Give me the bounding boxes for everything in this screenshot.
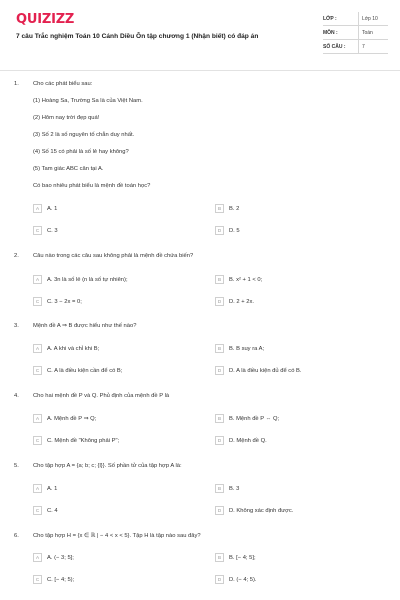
meta-value: Toán <box>358 26 388 39</box>
meta-key: SỐ CÂU : <box>323 43 346 50</box>
meta-row-subject <box>323 26 388 40</box>
meta-info-box <box>323 12 388 54</box>
meta-row-count <box>323 40 388 54</box>
question-number: 5. <box>14 463 19 469</box>
option-b[interactable] <box>215 275 262 284</box>
quizizz-logo: QUIZIZZ <box>16 12 75 27</box>
option-text: C. Mệnh đề "Không phải P"; <box>47 437 120 444</box>
option-c[interactable] <box>33 226 58 235</box>
question-text: Cho tập hợp A = {a; b; c; {l}}. Số phần tử của tập hợp A là: <box>33 463 182 469</box>
option-b[interactable] <box>215 553 256 562</box>
option-letter-box: B <box>215 553 224 562</box>
option-text: C. 3 <box>47 227 58 234</box>
question-number: 2. <box>14 253 19 259</box>
question-number: 3. <box>14 323 19 329</box>
option-letter-box: C <box>33 575 42 584</box>
option-letter-box: D <box>215 506 224 515</box>
option-text: B. 3 <box>229 485 240 492</box>
option-text: D. Không xác định được. <box>229 507 294 514</box>
option-a[interactable] <box>33 553 74 562</box>
option-text: C. A là điều kiện cần để có B; <box>47 367 123 374</box>
option-c[interactable] <box>33 436 119 445</box>
meta-value: Lớp 10 <box>358 12 388 25</box>
option-letter-box: A <box>33 553 42 562</box>
option-d[interactable] <box>215 575 257 584</box>
option-letter-box: D <box>215 436 224 445</box>
statement-line: Có bao nhiêu phát biểu là mệnh đề toán học? <box>33 183 151 189</box>
option-a[interactable] <box>33 344 99 353</box>
meta-value: 7 <box>358 40 388 53</box>
option-text: D. Mệnh đề Q. <box>229 437 267 444</box>
statement-line: (2) Hôm nay trời đẹp quá! <box>33 115 100 121</box>
question-text: Cho hai mệnh đề P và Q. Phủ định của mệnh đề P là <box>33 393 170 399</box>
option-letter-box: A <box>33 275 42 284</box>
option-letter-box: C <box>33 506 42 515</box>
question-text: Cho tập hợp H = {x ∈ ℝ | − 4 < x < 5}. Tập H là tập nào sau đây? <box>33 533 201 539</box>
option-text: B. x² + 1 < 0; <box>229 276 263 283</box>
header-divider <box>0 70 400 71</box>
question-number: 4. <box>14 393 19 399</box>
option-letter-box: C <box>33 436 42 445</box>
option-letter-box: C <box>33 366 42 375</box>
option-a[interactable] <box>33 414 96 423</box>
option-c[interactable] <box>33 575 74 584</box>
statement-line: (3) Số 2 là số nguyên tố chẵn duy nhất. <box>33 132 135 138</box>
option-d[interactable] <box>215 366 302 375</box>
option-text: B. [− 4; 5]; <box>229 554 256 561</box>
option-text: D. A là điều kiện đủ để có B. <box>229 367 302 374</box>
option-text: C. 3 − 2x = 0; <box>47 298 82 305</box>
option-letter-box: A <box>33 414 42 423</box>
option-text: A. 3n là số lẻ (n là số tự nhiên); <box>47 276 128 283</box>
option-a[interactable] <box>33 204 57 213</box>
question-number: 6. <box>14 533 19 539</box>
option-letter-box: B <box>215 275 224 284</box>
option-letter-box: C <box>33 226 42 235</box>
option-text: B. B suy ra A; <box>229 345 265 352</box>
option-text: B. 2 <box>229 205 240 212</box>
option-text: C. 4 <box>47 507 58 514</box>
option-letter-box: A <box>33 344 42 353</box>
option-letter-box: A <box>33 204 42 213</box>
statement-line: (4) Số 15 có phải là số lẻ hay không? <box>33 149 129 155</box>
option-b[interactable] <box>215 204 239 213</box>
option-letter-box: B <box>215 344 224 353</box>
option-letter-box: D <box>215 366 224 375</box>
statement-line: (1) Hoàng Sa, Trường Sa là của Việt Nam. <box>33 98 143 104</box>
option-text: B. Mệnh đề P ⇔ Q; <box>229 415 280 422</box>
option-a[interactable] <box>33 484 57 493</box>
option-c[interactable] <box>33 366 122 375</box>
meta-key: LỚP : <box>323 15 337 22</box>
option-b[interactable] <box>215 484 239 493</box>
option-text: D. 5 <box>229 227 240 234</box>
option-text: A. 1 <box>47 205 58 212</box>
option-d[interactable] <box>215 297 254 306</box>
option-c[interactable] <box>33 297 82 306</box>
option-b[interactable] <box>215 344 264 353</box>
question-text: Cho các phát biểu sau: <box>33 81 93 87</box>
option-letter-box: D <box>215 297 224 306</box>
option-d[interactable] <box>215 436 267 445</box>
question-text: Câu nào trong các câu sau không phải là mệnh đề chứa biến? <box>33 253 194 259</box>
option-text: A. (− 3; 5]; <box>47 554 74 561</box>
statement-line: (5) Tam giác ABC cân tại A. <box>33 166 104 172</box>
meta-row-class <box>323 12 388 26</box>
worksheet-header <box>0 0 400 68</box>
option-letter-box: D <box>215 575 224 584</box>
option-text: A. A khi và chỉ khi B; <box>47 345 100 352</box>
option-text: A. Mệnh đề P ⇒ Q; <box>47 415 97 422</box>
meta-key: MÔN : <box>323 29 338 36</box>
option-text: C. [− 4; 5); <box>47 576 75 583</box>
option-letter-box: C <box>33 297 42 306</box>
option-c[interactable] <box>33 506 58 515</box>
option-d[interactable] <box>215 506 293 515</box>
option-letter-box: B <box>215 484 224 493</box>
option-b[interactable] <box>215 414 279 423</box>
option-a[interactable] <box>33 275 128 284</box>
option-text: D. 2 + 2x. <box>229 298 254 305</box>
option-letter-box: A <box>33 484 42 493</box>
option-text: A. 1 <box>47 485 58 492</box>
question-number: 1. <box>14 81 19 87</box>
option-letter-box: B <box>215 414 224 423</box>
question-text: Mệnh đề A ⇒ B được hiểu như thế nào? <box>33 323 137 329</box>
worksheet-title: 7 câu Trắc nghiệm Toán 10 Cánh Diều Ôn tập chương 1 (Nhận biết) có đáp án <box>16 33 259 40</box>
option-text: D. (− 4; 5). <box>229 576 257 583</box>
option-letter-box: D <box>215 226 224 235</box>
option-d[interactable] <box>215 226 240 235</box>
option-letter-box: B <box>215 204 224 213</box>
